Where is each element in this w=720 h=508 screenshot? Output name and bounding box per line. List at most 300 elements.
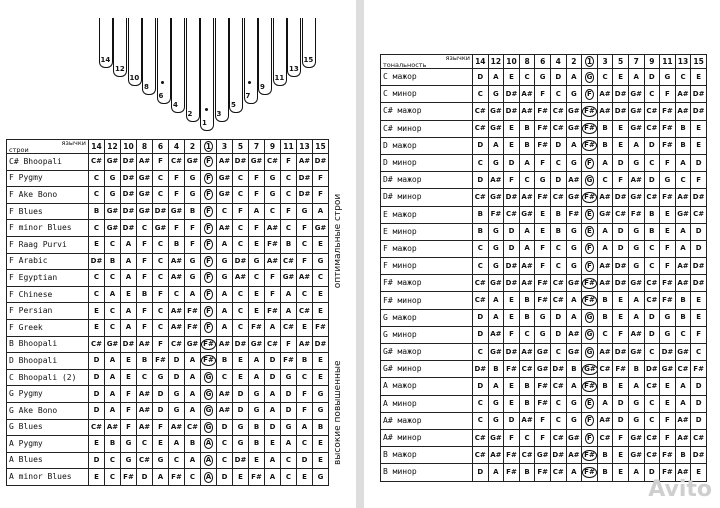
- note-cell: A#: [169, 303, 185, 320]
- note-cell: C#: [137, 452, 153, 469]
- note-cell: G: [566, 154, 582, 171]
- note-cell: F#: [535, 395, 551, 412]
- column-header: 5: [613, 55, 629, 69]
- root-note-marker: A: [205, 472, 212, 481]
- note-cell: C#: [550, 429, 566, 446]
- note-cell: A: [121, 319, 137, 336]
- note-cell: C#: [613, 206, 629, 223]
- note-cell: D#: [233, 336, 249, 353]
- note-cell: A: [488, 292, 504, 309]
- note-cell: C: [473, 86, 489, 103]
- note-cell: E: [89, 303, 105, 320]
- note-cell: G: [488, 86, 504, 103]
- note-cell: D: [644, 137, 660, 154]
- note-cell: C#: [519, 447, 535, 464]
- note-cell: F: [613, 429, 629, 446]
- note-cell: D#: [613, 189, 629, 206]
- note-cell: F: [137, 236, 153, 253]
- note-cell: A#: [566, 326, 582, 343]
- note-cell: D#: [691, 86, 707, 103]
- note-cell: A#: [675, 258, 691, 275]
- note-cell: C: [675, 69, 691, 86]
- note-cell: A: [217, 319, 233, 336]
- note-cell: A#: [519, 412, 535, 429]
- note-cell: A#: [169, 319, 185, 336]
- note-cell: D: [217, 419, 233, 436]
- note-cell: C#: [169, 336, 185, 353]
- note-cell: G#: [137, 187, 153, 204]
- note-cell: G: [660, 326, 676, 343]
- note-cell: B: [644, 223, 660, 240]
- note-cell: C: [169, 452, 185, 469]
- note-cell: [582, 154, 598, 171]
- note-cell: G: [535, 172, 551, 189]
- note-cell: E: [121, 353, 137, 370]
- root-note-marker: A: [205, 439, 212, 448]
- kalimba-tongue: [215, 18, 229, 122]
- note-cell: E: [249, 286, 265, 303]
- note-cell: F: [249, 170, 265, 187]
- note-cell: C#: [550, 189, 566, 206]
- note-cell: F: [660, 86, 676, 103]
- note-cell: C: [217, 369, 233, 386]
- note-cell: B: [519, 395, 535, 412]
- note-cell: G#: [628, 86, 644, 103]
- kalimba-tongue-number: 2: [187, 110, 193, 118]
- note-cell: C: [644, 240, 660, 257]
- note-cell: G: [217, 253, 233, 270]
- note-cell: C: [153, 253, 169, 270]
- note-cell: D: [233, 402, 249, 419]
- note-cell: F: [121, 402, 137, 419]
- note-cell: D#: [613, 103, 629, 120]
- note-cell: F: [185, 236, 201, 253]
- note-cell: C#: [297, 303, 313, 320]
- note-cell: C: [89, 270, 105, 287]
- note-cell: G#: [105, 336, 121, 353]
- note-cell: D#: [233, 253, 249, 270]
- note-cell: D: [217, 469, 233, 486]
- kalimba-tongue-number: 14: [100, 56, 111, 64]
- root-note-marker: G: [205, 422, 212, 431]
- note-cell: A: [566, 69, 582, 86]
- row-label: E мажор: [381, 206, 473, 223]
- note-cell: C: [644, 412, 660, 429]
- note-cell: C: [153, 270, 169, 287]
- note-cell: F: [535, 412, 551, 429]
- table-row: [7, 386, 329, 403]
- column-header: 9: [644, 55, 660, 69]
- note-cell: C: [519, 326, 535, 343]
- note-cell: D#: [504, 258, 520, 275]
- note-cell: G#: [675, 344, 691, 361]
- note-cell: F: [297, 220, 313, 237]
- root-note-marker: G: [205, 373, 212, 382]
- note-cell: G#: [628, 429, 644, 446]
- note-cell: A: [169, 436, 185, 453]
- note-cell: C: [89, 170, 105, 187]
- note-cell: F: [265, 286, 281, 303]
- table-row: [7, 220, 329, 237]
- row-label: C минор: [381, 86, 473, 103]
- note-cell: A#: [217, 220, 233, 237]
- note-cell: C: [233, 286, 249, 303]
- note-cell: G#: [488, 275, 504, 292]
- note-cell: A#: [217, 336, 233, 353]
- note-cell: G: [628, 154, 644, 171]
- note-cell: C#: [89, 419, 105, 436]
- row-label: G# мажор: [381, 344, 473, 361]
- note-cell: A#: [566, 172, 582, 189]
- note-cell: B: [105, 253, 121, 270]
- note-cell: C#: [691, 429, 707, 446]
- note-cell: G#: [313, 220, 329, 237]
- note-cell: A#: [217, 402, 233, 419]
- root-note-marker: F: [587, 89, 592, 98]
- note-cell: G: [105, 187, 121, 204]
- note-cell: C: [105, 236, 121, 253]
- table-row: [7, 353, 329, 370]
- note-cell: F: [535, 258, 551, 275]
- note-cell: C: [233, 319, 249, 336]
- note-cell: E: [504, 309, 520, 326]
- row-label: C# Bhoopali: [7, 154, 89, 171]
- note-cell: C#: [473, 447, 489, 464]
- note-cell: G: [660, 172, 676, 189]
- note-cell: F: [691, 172, 707, 189]
- note-cell: B: [519, 292, 535, 309]
- note-cell: G: [233, 419, 249, 436]
- note-cell: D#: [89, 253, 105, 270]
- note-cell: F: [504, 429, 520, 446]
- table-row: [381, 395, 707, 412]
- note-cell: G#: [566, 429, 582, 446]
- note-cell: D: [691, 378, 707, 395]
- note-cell: C: [691, 344, 707, 361]
- note-cell: [582, 137, 598, 154]
- note-cell: G#: [185, 154, 201, 171]
- kalimba-tongue-number: 13: [289, 65, 299, 73]
- table-row: [7, 170, 329, 187]
- header-row: [7, 140, 329, 154]
- note-cell: G#: [488, 103, 504, 120]
- root-note-marker: G: [205, 389, 212, 398]
- root-note-marker: G: [586, 347, 593, 356]
- note-cell: A#: [519, 258, 535, 275]
- row-label: A Pygmy: [7, 436, 89, 453]
- note-cell: G#: [217, 170, 233, 187]
- kalimba-tongue-number: 6: [158, 92, 164, 100]
- note-cell: D#: [691, 275, 707, 292]
- note-cell: A: [566, 292, 582, 309]
- note-cell: F#: [504, 361, 520, 378]
- note-cell: G#: [660, 361, 676, 378]
- note-cell: D#: [691, 447, 707, 464]
- note-cell: G: [313, 469, 329, 486]
- note-cell: E: [660, 206, 676, 223]
- row-label: B минор: [381, 464, 473, 481]
- note-cell: C: [217, 452, 233, 469]
- note-cell: G#: [105, 154, 121, 171]
- note-cell: G#: [566, 275, 582, 292]
- note-cell: A#: [675, 275, 691, 292]
- note-cell: G: [185, 253, 201, 270]
- note-cell: D#: [297, 170, 313, 187]
- note-cell: C: [233, 170, 249, 187]
- note-cell: A#: [519, 189, 535, 206]
- note-cell: C: [675, 326, 691, 343]
- center-tongue-marker: 1: [205, 141, 212, 151]
- note-cell: D: [613, 240, 629, 257]
- note-cell: B: [519, 309, 535, 326]
- note-cell: A: [185, 386, 201, 403]
- table-row: [7, 319, 329, 336]
- note-cell: D#: [691, 189, 707, 206]
- note-cell: C#: [550, 120, 566, 137]
- note-cell: G#: [137, 170, 153, 187]
- table-row: [7, 469, 329, 486]
- note-cell: G: [628, 258, 644, 275]
- row-label: G Blues: [7, 419, 89, 436]
- note-cell: D#: [613, 86, 629, 103]
- note-cell: C#: [169, 154, 185, 171]
- note-cell: F#: [153, 353, 169, 370]
- note-cell: G: [566, 223, 582, 240]
- note-cell: D#: [660, 344, 676, 361]
- note-cell: D: [691, 395, 707, 412]
- table-row: [381, 378, 707, 395]
- note-cell: G#: [628, 344, 644, 361]
- root-note-marker: G: [586, 330, 593, 339]
- note-cell: G: [488, 395, 504, 412]
- note-cell: A#: [566, 447, 582, 464]
- kalimba-tongue-number: 15: [303, 56, 314, 64]
- note-cell: G: [217, 270, 233, 287]
- row-label: G Pygmy: [7, 386, 89, 403]
- row-label: F Raag Purvi: [7, 236, 89, 253]
- note-cell: E: [313, 436, 329, 453]
- note-cell: F#: [281, 353, 297, 370]
- note-cell: G: [249, 386, 265, 403]
- note-cell: D#: [550, 361, 566, 378]
- column-header: 7: [628, 55, 644, 69]
- note-cell: C#: [89, 154, 105, 171]
- note-cell: C: [644, 86, 660, 103]
- note-cell: D#: [504, 103, 520, 120]
- row-label: G Ake Bono: [7, 402, 89, 419]
- column-header: 11: [660, 55, 676, 69]
- note-cell: [201, 203, 217, 220]
- note-cell: D: [550, 309, 566, 326]
- root-note-marker: F#: [584, 381, 595, 390]
- note-cell: D: [613, 412, 629, 429]
- table-row: [7, 203, 329, 220]
- note-cell: G#: [535, 447, 551, 464]
- column-header: 6: [153, 140, 169, 154]
- table-row: [381, 447, 707, 464]
- note-cell: D: [644, 309, 660, 326]
- note-cell: A: [488, 137, 504, 154]
- note-cell: F: [660, 240, 676, 257]
- note-cell: C: [153, 319, 169, 336]
- table-row: [381, 240, 707, 257]
- note-cell: G#: [566, 103, 582, 120]
- note-cell: A: [185, 286, 201, 303]
- note-cell: A: [281, 303, 297, 320]
- note-cell: F: [249, 220, 265, 237]
- note-cell: A#: [217, 386, 233, 403]
- note-cell: [582, 275, 598, 292]
- column-header: [201, 140, 217, 154]
- note-cell: D: [691, 154, 707, 171]
- note-cell: G: [185, 170, 201, 187]
- kalimba-tongue-number: 9: [260, 83, 265, 91]
- right-page: [364, 0, 720, 508]
- note-cell: C#: [89, 336, 105, 353]
- note-cell: C: [597, 326, 613, 343]
- note-cell: B: [185, 203, 201, 220]
- table-row: [7, 303, 329, 320]
- note-cell: C#: [644, 378, 660, 395]
- kalimba-tongue-number: 4: [173, 101, 178, 109]
- note-cell: G#: [249, 336, 265, 353]
- note-cell: A#: [297, 336, 313, 353]
- note-cell: C: [281, 170, 297, 187]
- note-cell: A: [121, 253, 137, 270]
- row-label: C Bhoopali (2): [7, 369, 89, 386]
- column-header: 8: [137, 140, 153, 154]
- note-cell: A: [265, 402, 281, 419]
- note-cell: E: [313, 236, 329, 253]
- note-cell: C#: [550, 292, 566, 309]
- note-cell: C#: [644, 447, 660, 464]
- note-cell: E: [89, 469, 105, 486]
- note-cell: A#: [628, 326, 644, 343]
- note-cell: G#: [488, 344, 504, 361]
- note-cell: D: [89, 452, 105, 469]
- note-cell: B: [675, 309, 691, 326]
- note-cell: G: [566, 240, 582, 257]
- note-cell: D: [473, 378, 489, 395]
- note-cell: G#: [488, 120, 504, 137]
- note-cell: D: [89, 402, 105, 419]
- column-header: 5: [233, 140, 249, 154]
- note-cell: A: [566, 464, 582, 481]
- note-cell: B: [488, 361, 504, 378]
- note-cell: F#: [535, 137, 551, 154]
- corner-top-label: язычки: [445, 54, 470, 62]
- note-cell: G: [660, 309, 676, 326]
- root-note-marker: A: [205, 455, 212, 464]
- note-cell: D: [504, 412, 520, 429]
- note-cell: G: [566, 86, 582, 103]
- note-cell: G: [660, 69, 676, 86]
- column-header: 2: [185, 140, 201, 154]
- root-note-marker: G: [586, 313, 593, 322]
- note-cell: D#: [504, 344, 520, 361]
- side-label-high: высокие повышенные: [333, 360, 343, 465]
- note-cell: B: [105, 436, 121, 453]
- note-cell: F#: [535, 103, 551, 120]
- note-cell: [582, 292, 598, 309]
- note-cell: C: [473, 344, 489, 361]
- note-cell: F#: [535, 275, 551, 292]
- note-cell: C: [185, 469, 201, 486]
- root-note-marker: F: [587, 261, 592, 270]
- page-gap: [356, 0, 364, 508]
- note-cell: D: [153, 386, 169, 403]
- note-cell: G: [121, 436, 137, 453]
- note-cell: C#: [644, 429, 660, 446]
- note-cell: D#: [121, 154, 137, 171]
- note-cell: [582, 86, 598, 103]
- note-cell: G#: [628, 275, 644, 292]
- note-cell: A: [105, 353, 121, 370]
- note-cell: B: [628, 361, 644, 378]
- note-cell: C: [519, 429, 535, 446]
- note-cell: A: [675, 378, 691, 395]
- note-cell: D: [89, 369, 105, 386]
- note-cell: C#: [644, 275, 660, 292]
- root-note-marker: F: [587, 244, 592, 253]
- note-cell: F: [249, 187, 265, 204]
- row-label: A минор: [381, 395, 473, 412]
- column-header: 14: [473, 55, 489, 69]
- note-cell: G#: [597, 206, 613, 223]
- note-cell: F#: [566, 206, 582, 223]
- note-cell: C: [249, 270, 265, 287]
- note-cell: F#: [660, 137, 676, 154]
- root-note-marker: F#: [584, 192, 595, 201]
- note-cell: E: [691, 292, 707, 309]
- note-cell: C: [281, 452, 297, 469]
- note-cell: [201, 386, 217, 403]
- note-cell: F: [169, 220, 185, 237]
- root-note-marker: F: [206, 290, 211, 299]
- note-cell: A: [597, 395, 613, 412]
- note-cell: D: [265, 353, 281, 370]
- note-cell: A#: [628, 172, 644, 189]
- note-cell: F#: [185, 319, 201, 336]
- note-cell: G: [628, 412, 644, 429]
- row-label: B Bhoopali: [7, 336, 89, 353]
- note-cell: G#: [535, 344, 551, 361]
- kalimba-tongue: [171, 18, 185, 113]
- note-cell: B: [217, 353, 233, 370]
- note-cell: C: [297, 436, 313, 453]
- note-cell: E: [613, 378, 629, 395]
- column-header: 6: [535, 55, 551, 69]
- note-cell: [582, 395, 598, 412]
- table-row: [381, 137, 707, 154]
- note-cell: C#: [644, 189, 660, 206]
- note-cell: C: [137, 436, 153, 453]
- note-cell: C#: [185, 419, 201, 436]
- note-cell: F#: [660, 275, 676, 292]
- table-row: [381, 275, 707, 292]
- note-cell: C#: [265, 336, 281, 353]
- root-note-marker: F: [587, 433, 592, 442]
- note-cell: [582, 361, 598, 378]
- note-cell: G: [265, 187, 281, 204]
- note-cell: F: [297, 402, 313, 419]
- note-cell: F: [613, 326, 629, 343]
- note-cell: G: [185, 270, 201, 287]
- note-cell: C#: [550, 275, 566, 292]
- row-label: F Persian: [7, 303, 89, 320]
- note-cell: [201, 319, 217, 336]
- note-cell: E: [313, 452, 329, 469]
